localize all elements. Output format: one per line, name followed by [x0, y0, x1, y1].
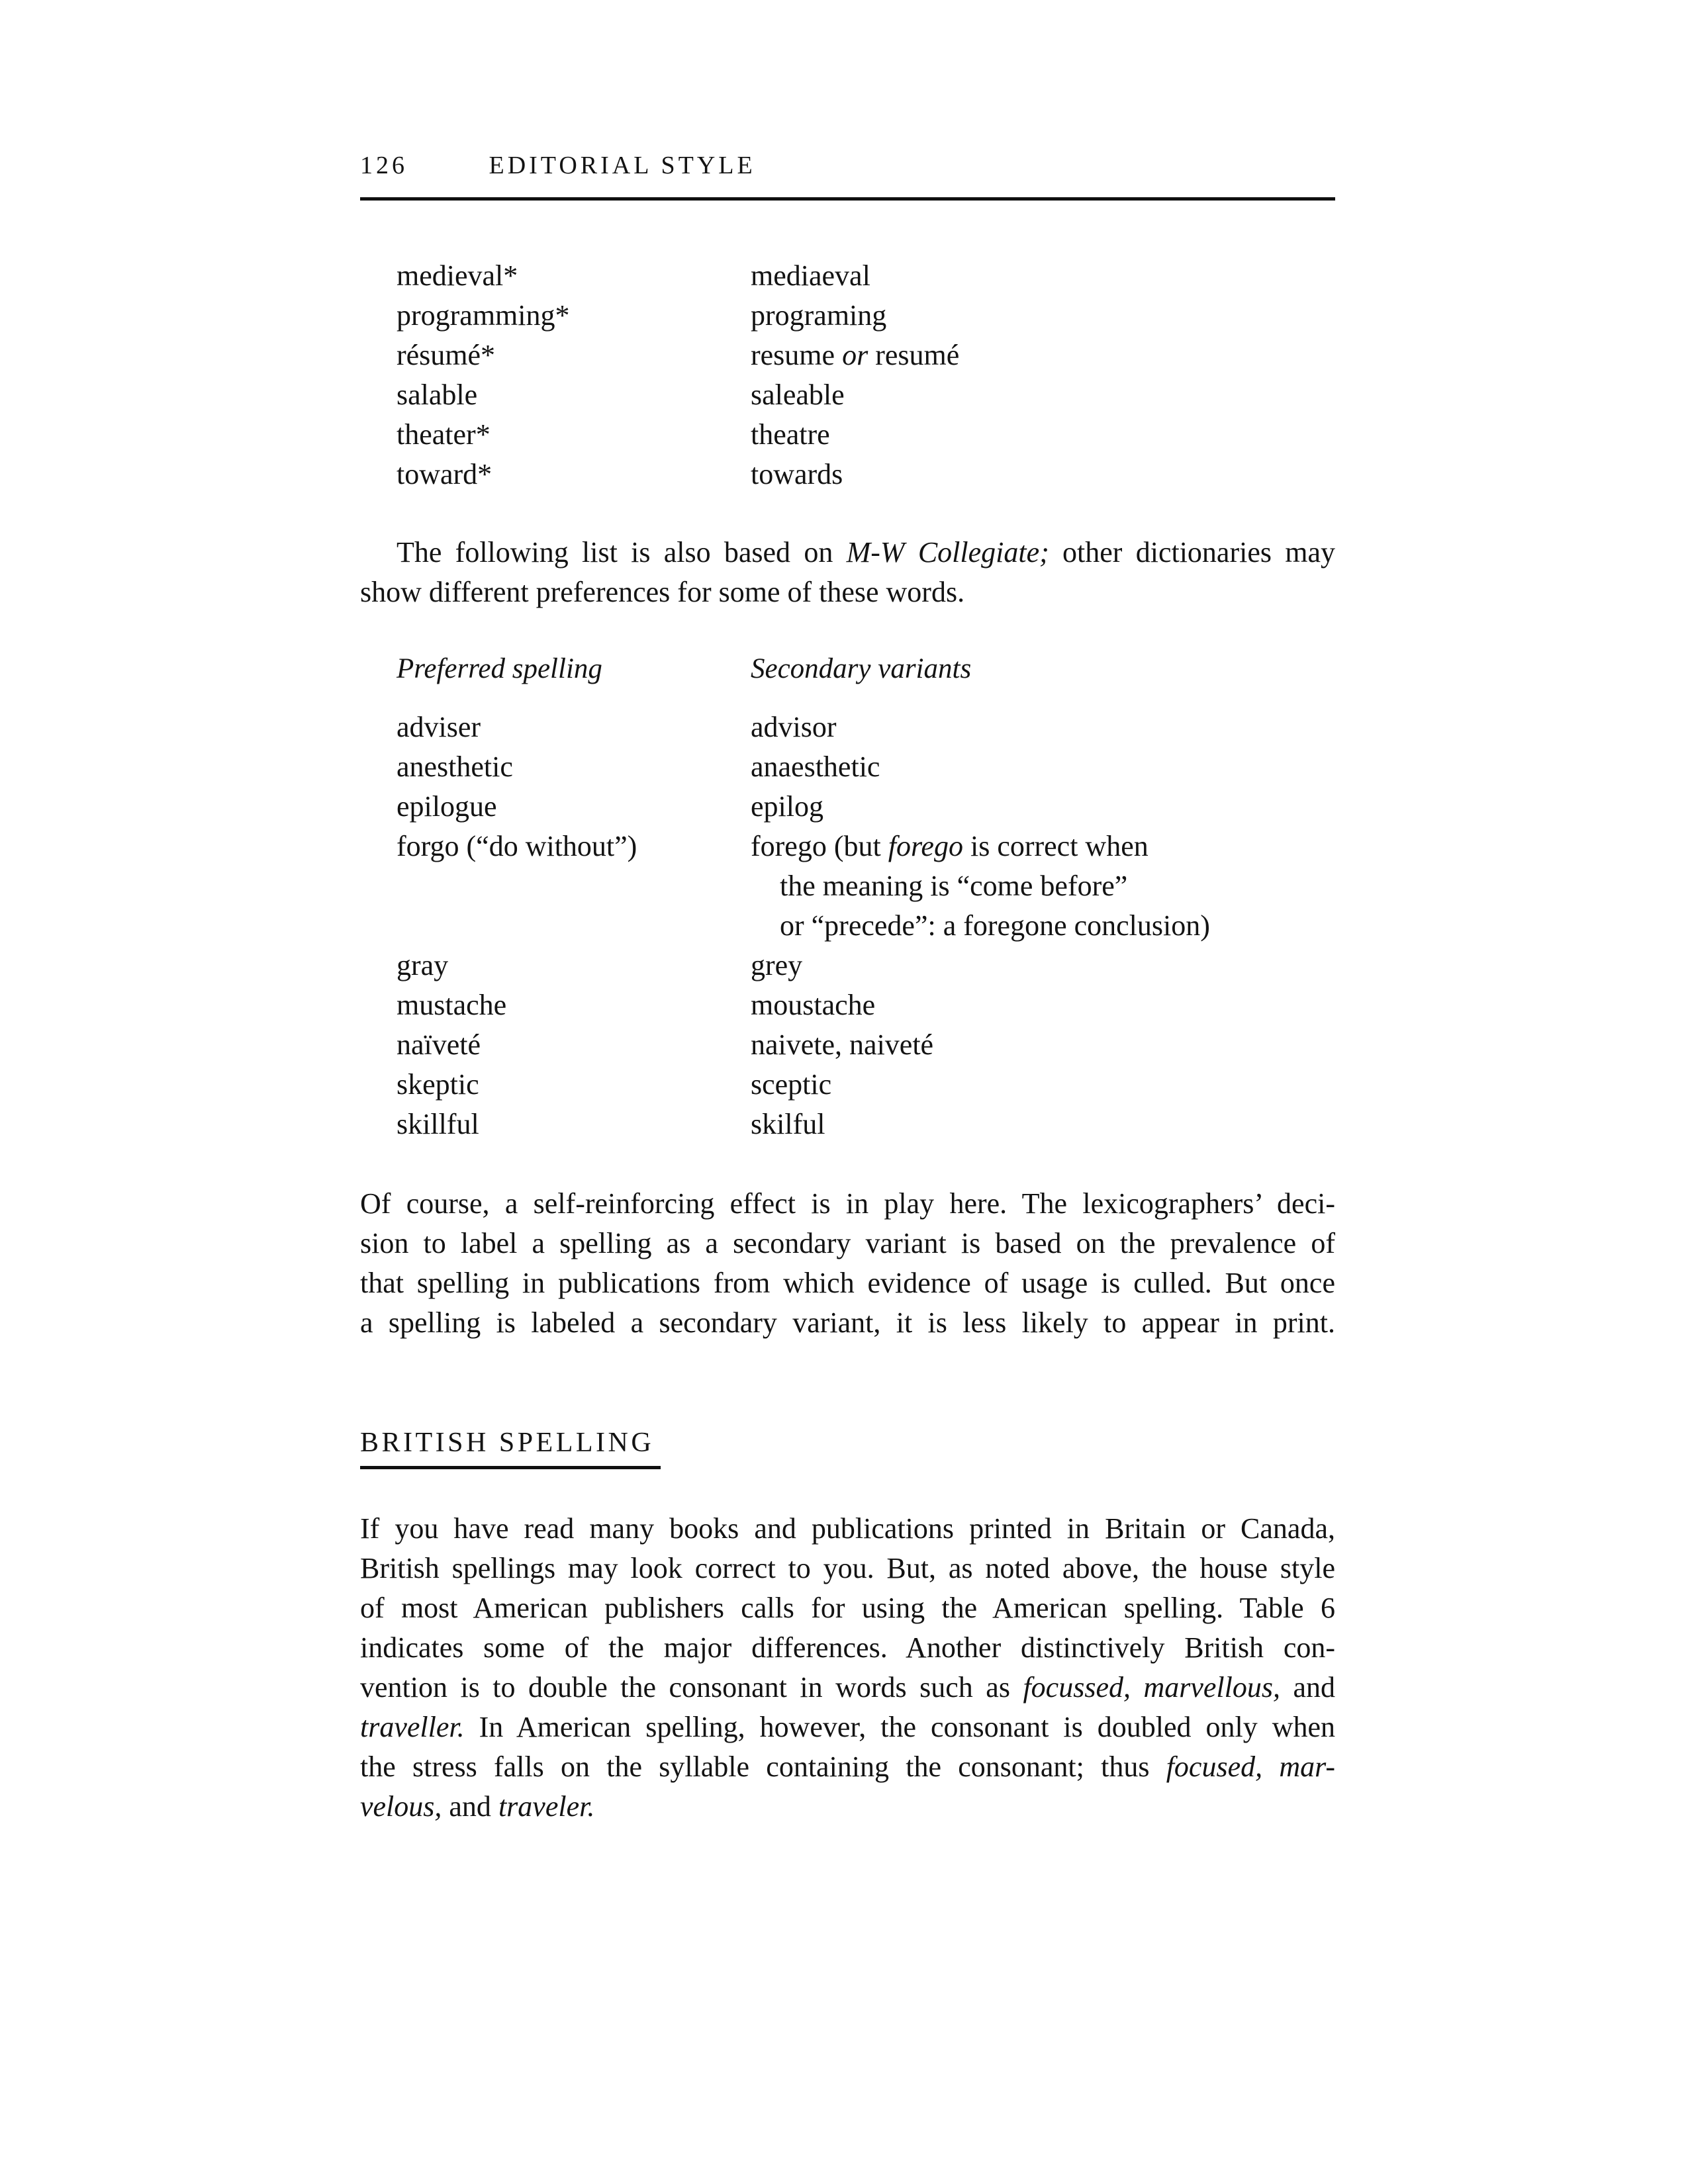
- italic-text: focused, mar-: [1166, 1750, 1335, 1783]
- preferred-word: [397, 256, 751, 296]
- preferred-word: [397, 455, 751, 494]
- text-line: [360, 1707, 1335, 1747]
- text-run: naivete, naiveté: [751, 1028, 934, 1061]
- variant-word: [751, 256, 1335, 296]
- text-run: or “precede”: a foregone conclusion): [780, 909, 1210, 942]
- word-pair-row: [360, 827, 1335, 946]
- preferred-word: [397, 1025, 751, 1065]
- text-run: mustache: [397, 988, 507, 1021]
- variant-word: [751, 1065, 1335, 1105]
- head-rule: [360, 197, 1335, 201]
- paragraph-british-spelling: [360, 1509, 1335, 1827]
- running-title: EDITORIAL STYLE: [489, 152, 756, 179]
- variant-line: [751, 827, 1335, 866]
- text-run: In American spelling, however, the consonant is doubled only when: [464, 1710, 1335, 1743]
- preferred-word: [397, 747, 751, 787]
- text-line: [360, 1224, 1335, 1263]
- variant-line: [751, 747, 1335, 787]
- text-line: [360, 1668, 1335, 1707]
- text-line: [360, 1747, 1335, 1787]
- text-run: and: [442, 1790, 498, 1823]
- word-pair-row: [360, 256, 1335, 296]
- text-line: [360, 1628, 1335, 1668]
- variant-word: [751, 747, 1335, 787]
- variant-word: [751, 827, 1335, 946]
- word-pair-row: [360, 787, 1335, 827]
- text-run: salable: [397, 378, 478, 411]
- text-run: skillful: [397, 1107, 479, 1140]
- text-run: programing: [751, 298, 887, 332]
- text-run: advisor: [751, 710, 837, 743]
- text-run: sion to label a spelling as a secondary variant is based on the prevalence of: [360, 1226, 1335, 1259]
- preferred-word: [397, 985, 751, 1025]
- variant-word: [751, 336, 1335, 375]
- text-run: If you have read many books and publications printed in Britain or Canada,: [360, 1512, 1335, 1545]
- italic-text: focussed, marvellous,: [1023, 1670, 1280, 1704]
- text-run: moustache: [751, 988, 876, 1021]
- variant-line: [751, 1065, 1335, 1105]
- text-line: [360, 1588, 1335, 1628]
- text-run: and: [1280, 1670, 1336, 1704]
- text-line: [360, 1263, 1335, 1303]
- italic-text: traveller.: [360, 1710, 465, 1743]
- word-pair-row: [360, 707, 1335, 747]
- variant-line: [751, 415, 1335, 455]
- paragraph-lexicographers: [360, 1184, 1335, 1343]
- variant-line: [751, 1025, 1335, 1065]
- preferred-word: [397, 946, 751, 985]
- text-run: The following list is also based on: [397, 535, 847, 569]
- variant-line: [751, 296, 1335, 336]
- preferred-word: [397, 1065, 751, 1105]
- paragraph-intro: [360, 533, 1335, 612]
- word-pair-row: [360, 747, 1335, 787]
- text-run: saleable: [751, 378, 845, 411]
- variant-word: [751, 1025, 1335, 1065]
- preferred-word: [397, 415, 751, 455]
- word-pair-row: [360, 946, 1335, 985]
- text-run: forego (but: [751, 829, 888, 862]
- page-number: 126: [360, 152, 408, 179]
- text-run: towards: [751, 457, 843, 490]
- text-run: adviser: [397, 710, 481, 743]
- variant-word: [751, 296, 1335, 336]
- variant-line: [751, 787, 1335, 827]
- text-run: vention is to double the consonant in words such as: [360, 1670, 1023, 1704]
- word-pair-row: [360, 336, 1335, 375]
- spelling-variants-list-top: [360, 256, 1335, 494]
- preferred-spelling-list: [360, 707, 1335, 1144]
- word-pair-row: [360, 985, 1335, 1025]
- column-header-preferred-spelling: Preferred spelling: [397, 653, 602, 684]
- variant-line: [751, 455, 1335, 494]
- variant-word: [751, 415, 1335, 455]
- text-run: show different preferences for some of these words.: [360, 575, 965, 608]
- text-run: resume: [751, 338, 843, 371]
- preferred-word: [397, 336, 751, 375]
- variant-line: [751, 375, 1335, 415]
- text-run: British spellings may look correct to you. But, as noted above, the house style: [360, 1551, 1335, 1584]
- italic-text: forego: [888, 829, 963, 862]
- text-run: mediaeval: [751, 259, 870, 292]
- column-header-secondary-variants: Secondary variants: [751, 653, 972, 684]
- variant-line: [751, 336, 1335, 375]
- variant-word: [751, 375, 1335, 415]
- variant-word: [751, 1105, 1335, 1144]
- variant-word: [751, 946, 1335, 985]
- italic-text: or: [842, 338, 868, 371]
- variant-word: [751, 707, 1335, 747]
- variant-line: [751, 985, 1335, 1025]
- preferred-word: [397, 375, 751, 415]
- text-run: that spelling in publications from which evidence of usage is culled. But once: [360, 1266, 1335, 1299]
- section-heading-text: BRITISH SPELLING: [360, 1427, 655, 1458]
- text-run: epilogue: [397, 790, 497, 823]
- variant-line: [751, 946, 1335, 985]
- preferred-word: [397, 787, 751, 827]
- variant-line: [751, 1105, 1335, 1144]
- italic-text: velous,: [360, 1790, 442, 1823]
- word-pair-row: [360, 296, 1335, 336]
- text-run: Of course, a self-reinforcing effect is in play here. The lexicographers’ deci-: [360, 1187, 1335, 1220]
- text-run: résumé*: [397, 338, 496, 371]
- text-block: [360, 0, 1335, 1827]
- text-run: skilful: [751, 1107, 825, 1140]
- preferred-word: [397, 707, 751, 747]
- text-line: [360, 1787, 1335, 1827]
- italic-text: traveler.: [498, 1790, 595, 1823]
- variant-line: [751, 256, 1335, 296]
- word-pair-row: [360, 1025, 1335, 1065]
- text-run: is correct when: [962, 829, 1149, 862]
- text-line: [360, 572, 1335, 612]
- word-pair-row: [360, 1105, 1335, 1144]
- variant-line: [751, 707, 1335, 747]
- text-line: [360, 1184, 1335, 1224]
- italic-text: M-W Collegiate;: [846, 535, 1049, 569]
- variant-word: [751, 455, 1335, 494]
- word-pair-row: [360, 375, 1335, 415]
- text-run: a spelling is labeled a secondary variant, it is less likely to appear in print.: [360, 1306, 1335, 1339]
- column-headers: [360, 649, 1335, 689]
- variant-line: [751, 906, 1335, 946]
- text-run: resumé: [868, 338, 960, 371]
- word-pair-row: [360, 415, 1335, 455]
- text-run: anaesthetic: [751, 750, 880, 783]
- preferred-word: [397, 1105, 751, 1144]
- text-run: the stress falls on the syllable containing the consonant; thus: [360, 1750, 1166, 1783]
- text-run: toward*: [397, 457, 492, 490]
- preferred-word: [397, 296, 751, 336]
- text-line: [360, 533, 1335, 572]
- text-run: the meaning is “come before”: [780, 869, 1128, 902]
- text-line: [360, 1303, 1335, 1343]
- text-run: sceptic: [751, 1068, 832, 1101]
- variant-word: [751, 787, 1335, 827]
- text-run: indicates some of the major differences. Another distinctively British con-: [360, 1631, 1335, 1664]
- text-run: gray: [397, 948, 449, 981]
- variant-word: [751, 985, 1335, 1025]
- text-run: theater*: [397, 418, 491, 451]
- word-pair-row: [360, 455, 1335, 494]
- text-line: [360, 1509, 1335, 1549]
- text-run: epilog: [751, 790, 823, 823]
- text-run: of most American publishers calls for using the American spelling. Table 6: [360, 1591, 1335, 1624]
- running-head: [360, 152, 1335, 180]
- text-run: naïveté: [397, 1028, 481, 1061]
- text-run: programming*: [397, 298, 570, 332]
- text-run: anesthetic: [397, 750, 513, 783]
- text-run: other dictionaries may: [1049, 535, 1336, 569]
- word-pair-row: [360, 1065, 1335, 1105]
- text-run: forgo (“do without”): [397, 829, 637, 862]
- variant-line: [751, 866, 1335, 906]
- text-run: medieval*: [397, 259, 518, 292]
- text-line: [360, 1549, 1335, 1588]
- text-run: theatre: [751, 418, 830, 451]
- section-heading-british-spelling: [360, 1429, 661, 1469]
- text-run: skeptic: [397, 1068, 479, 1101]
- preferred-word: [397, 827, 751, 946]
- text-run: grey: [751, 948, 803, 981]
